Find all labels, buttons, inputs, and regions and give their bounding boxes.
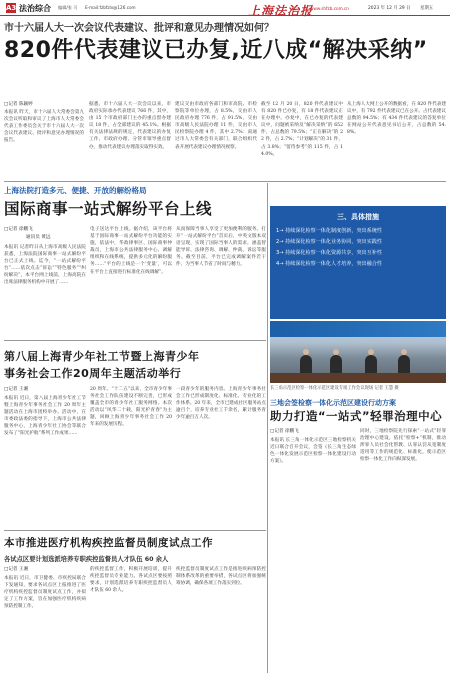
weekday: 星期五 <box>420 6 434 11</box>
prosecution-col1: 本报讯 长三角一体化示范区三地检察机关近日联合召开会议，会签《长三角生态绿色一体化发展示范区检察一体化建设行动方案》。 <box>270 438 356 465</box>
lead-col1: 本报讯 昨天，市十六届人大常委会第九次会议听取和审议了上海市人大常委会代表工作委员会关于市十六届人大一次会议代表建议、批评和意见办理情况的报告。 <box>4 110 84 144</box>
monitor-byline: □记者 王湘 <box>4 567 29 572</box>
meeting-photo <box>270 321 446 383</box>
prosecution-col2: 同时，三地检察院先行探索“一站式”轻罪治理中心建设，依托“检察+”机制，推动涉罪人员社会化帮教、认罪认罚从宽制度适用等工作的规范化、标准化，使示范区检察一体化工作向纵深发展。 <box>360 429 446 463</box>
foreign-headline: 国际商事一站式解纷平台上线 <box>4 200 213 218</box>
editor: 编辑/张 可 <box>58 5 78 10</box>
youth-col3: 一段青少年的服务内容。上海青少年事务社会工作已形成制度化、标准化、专业化的工作体系。20 年来，全市已建成社区服务站点逾百个，培养专业社工千余名，累计服务青少年逾百万人次。 <box>176 387 266 421</box>
monitor-col1: 本报讯 近日，市卫健委、市疾控局联合下发通知，要求各试点区上报推进了医疗机构疾控监督员制度试点工作，并拟定了工作方案，旨在加强医疗机构疾病预防控制工作。 <box>4 576 86 610</box>
monitor-col3: 疾控监督员制度试点工作是推进疾病预防控制体系改革的重要举措，各试点区将加强统筹协调，确保各项工作落实到位。 <box>176 567 266 587</box>
divider <box>4 340 266 341</box>
lead-byline: □记者 陈颖婷 <box>4 102 33 107</box>
prosecution-kicker: 三地会签检察一体化示范区建设行动方案 <box>270 399 396 407</box>
foreign-kicker: 上海法院打造多元、便捷、开放的解纷格局 <box>4 186 147 195</box>
monitor-subhead: 各试点区要计划选派培养专职疾控监督员人才队伍 60 余人 <box>4 556 169 563</box>
youth-headline-2: 事务社会工作20周年主题活动举行 <box>4 367 182 380</box>
youth-col2: 20 周年。“十二五”以来，全市青少年事务社会工作队伍建设不断完善，已形成覆盖全市的青少年社工服务网络。本次活动以“风华二十载，阳光护青春”为主题，回顾上海青少年事务社会工作 20 年来的发展历程。 <box>90 387 172 428</box>
measure-item: 4→ 持续深化检察一体化人才培养，突出融合性 <box>276 261 382 267</box>
youth-byline: □记者 王湘 <box>4 387 29 392</box>
section-name: 法治综合 <box>19 4 51 13</box>
foreign-col1: 本报讯 记者昨日从上海市高级人民法院获悉，上海法院国际商事一站式解纷平台已正式上线。迄今，“一站式解纷平台”……依次点击“诉讼”“特色服务”“纠纷解决”，本平台网上线前，上海高院在出席法律服务机构中开展了…… <box>4 245 86 286</box>
measures-box <box>270 206 446 319</box>
foreign-col2: 电子送达平台上线。据介绍，该平台将基于国际商事一站式解纷平台功能的实施，依法中，华政律事区、国际商事仲裁员，上海市公共法律服务中心、调解组织和在线系统，提供多元化的解纷服务……“平台的上线是一个‘变量’，可以在平台上直接进行标准化在线调解”。 <box>90 227 172 275</box>
lead-col3: 建议交由市政府各部门和市高院、市检察院等单位办理，占 8.5%，交由市人民政府办理 776 件，占 91.5%，交由市高级人民法院办理 11 件，交由市人民检察院办理 4 件，其中 2.7%：南通过市人大常委会有关部门，联合组织代表开展代表建议办理情况视察。 <box>175 102 257 150</box>
measure-item: 1→ 持续深化检察一体化制度创新，突出系统性 <box>276 228 382 234</box>
measure-item: 2→ 持续深化检察一体化业务协同，突出实践性 <box>276 239 382 245</box>
foreign-byline2: 通讯员 黄远 <box>26 235 51 240</box>
column-rule <box>267 183 268 673</box>
measures-title: 三、具体措施 <box>337 213 379 221</box>
divider <box>4 181 446 182</box>
lead-col5: 从上海人大网上公开的数据看，在 820 件代表建议中，有 792 件代表建议已在公开。占代表建议总数的 94.5%；有 434 件代表建议的答复单位在网站公开代表意见书后公开，占总数的 54.8%。 <box>347 102 446 136</box>
lead-col2: 据悉，市十六届人大一次会议以来，市政府实际承办代表建议 766 件，其中，由 15 个市政府部门主办的重点督办建议 18 件，占全部建议的 45.1%。根据有关法律法规的规定，代表建议的办复工作、市政府办理、分管市领导重点督办，推动代表建议办理落实取得实效。 <box>89 102 171 150</box>
email: E-mail:fzbfzlx@126.com <box>85 5 136 10</box>
prosecution-headline: 助力打造“一站式”轻罪治理中心 <box>270 409 443 423</box>
date: 2023 年 12 月 29 日 <box>368 6 411 11</box>
paper-name: 上海法治报 <box>248 4 314 18</box>
youth-headline-1: 第八届上海青少年社工节暨上海青少年 <box>4 350 200 363</box>
page-number: A3 <box>6 4 17 12</box>
lead-col4: 截至 12 月 20 日，820 件代表建议中有 820 件已办复，有 18 件代表建议正在办理中。办复中，在已办复的代表建议中，问题被采纳及“解决采纳”的 652 件，占总数的 79.5%；“正在解决”的 22 件，占 2.7%；“计划解决”的 31 件，占 3.8%；“留待参考”的 115 件，占 14.0%。 <box>261 102 343 157</box>
youth-col1: 本报讯 近日，第八届上海青少年社工节暨上海青少年事务社会工作 20 周年主题活动在上海市团校举办。活动中，在市委政法委的指导下，上海市公共法律服务中心、上海青少年社工协会等联合发布了“阳光护航”系列工作成果…… <box>4 396 86 437</box>
prosecution-byline: □记者 徐鹏飞 <box>270 429 299 434</box>
measure-item: 3→ 持续深化检察一体化资源共享，突出互补性 <box>276 250 382 256</box>
lead-kicker: 市十六届人大一次会议代表建议、批评和意见办理情况如何？ <box>4 23 274 34</box>
photo-caption: 长三角示范区检察一体化示范区建设专项工作会议现场 记者 王慧 摄 <box>270 386 399 391</box>
monitor-col2: 的疾控监督工作，积极开展培训，提升疾控监督员专业能力。各试点区要按照要求，计划选派培养专职疾控监督员人才队伍 60 余人。 <box>90 567 172 594</box>
lead-headline: 820件代表建议已办复,近八成“解决采纳” <box>4 38 428 63</box>
foreign-byline1: □记者 徐鹏飞 <box>4 227 33 232</box>
monitor-headline: 本市推进医疗机构疾控监督员制度试点工作 <box>4 537 213 549</box>
foreign-col3: 从而保障当事人享受了更加便利的服务。打开“一站式解纷平台”首页后，中英文版本双语呈现，实现了国际当事人的需求，涵盖智能导诉、法律咨询、调解、仲裁、诉讼等服务。截至目前，平台已完成调解案件若干件，为当事人节省了时间与精力。 <box>176 227 266 268</box>
divider <box>4 530 266 531</box>
paper-url: www.shfzb.com.cn <box>310 6 349 11</box>
